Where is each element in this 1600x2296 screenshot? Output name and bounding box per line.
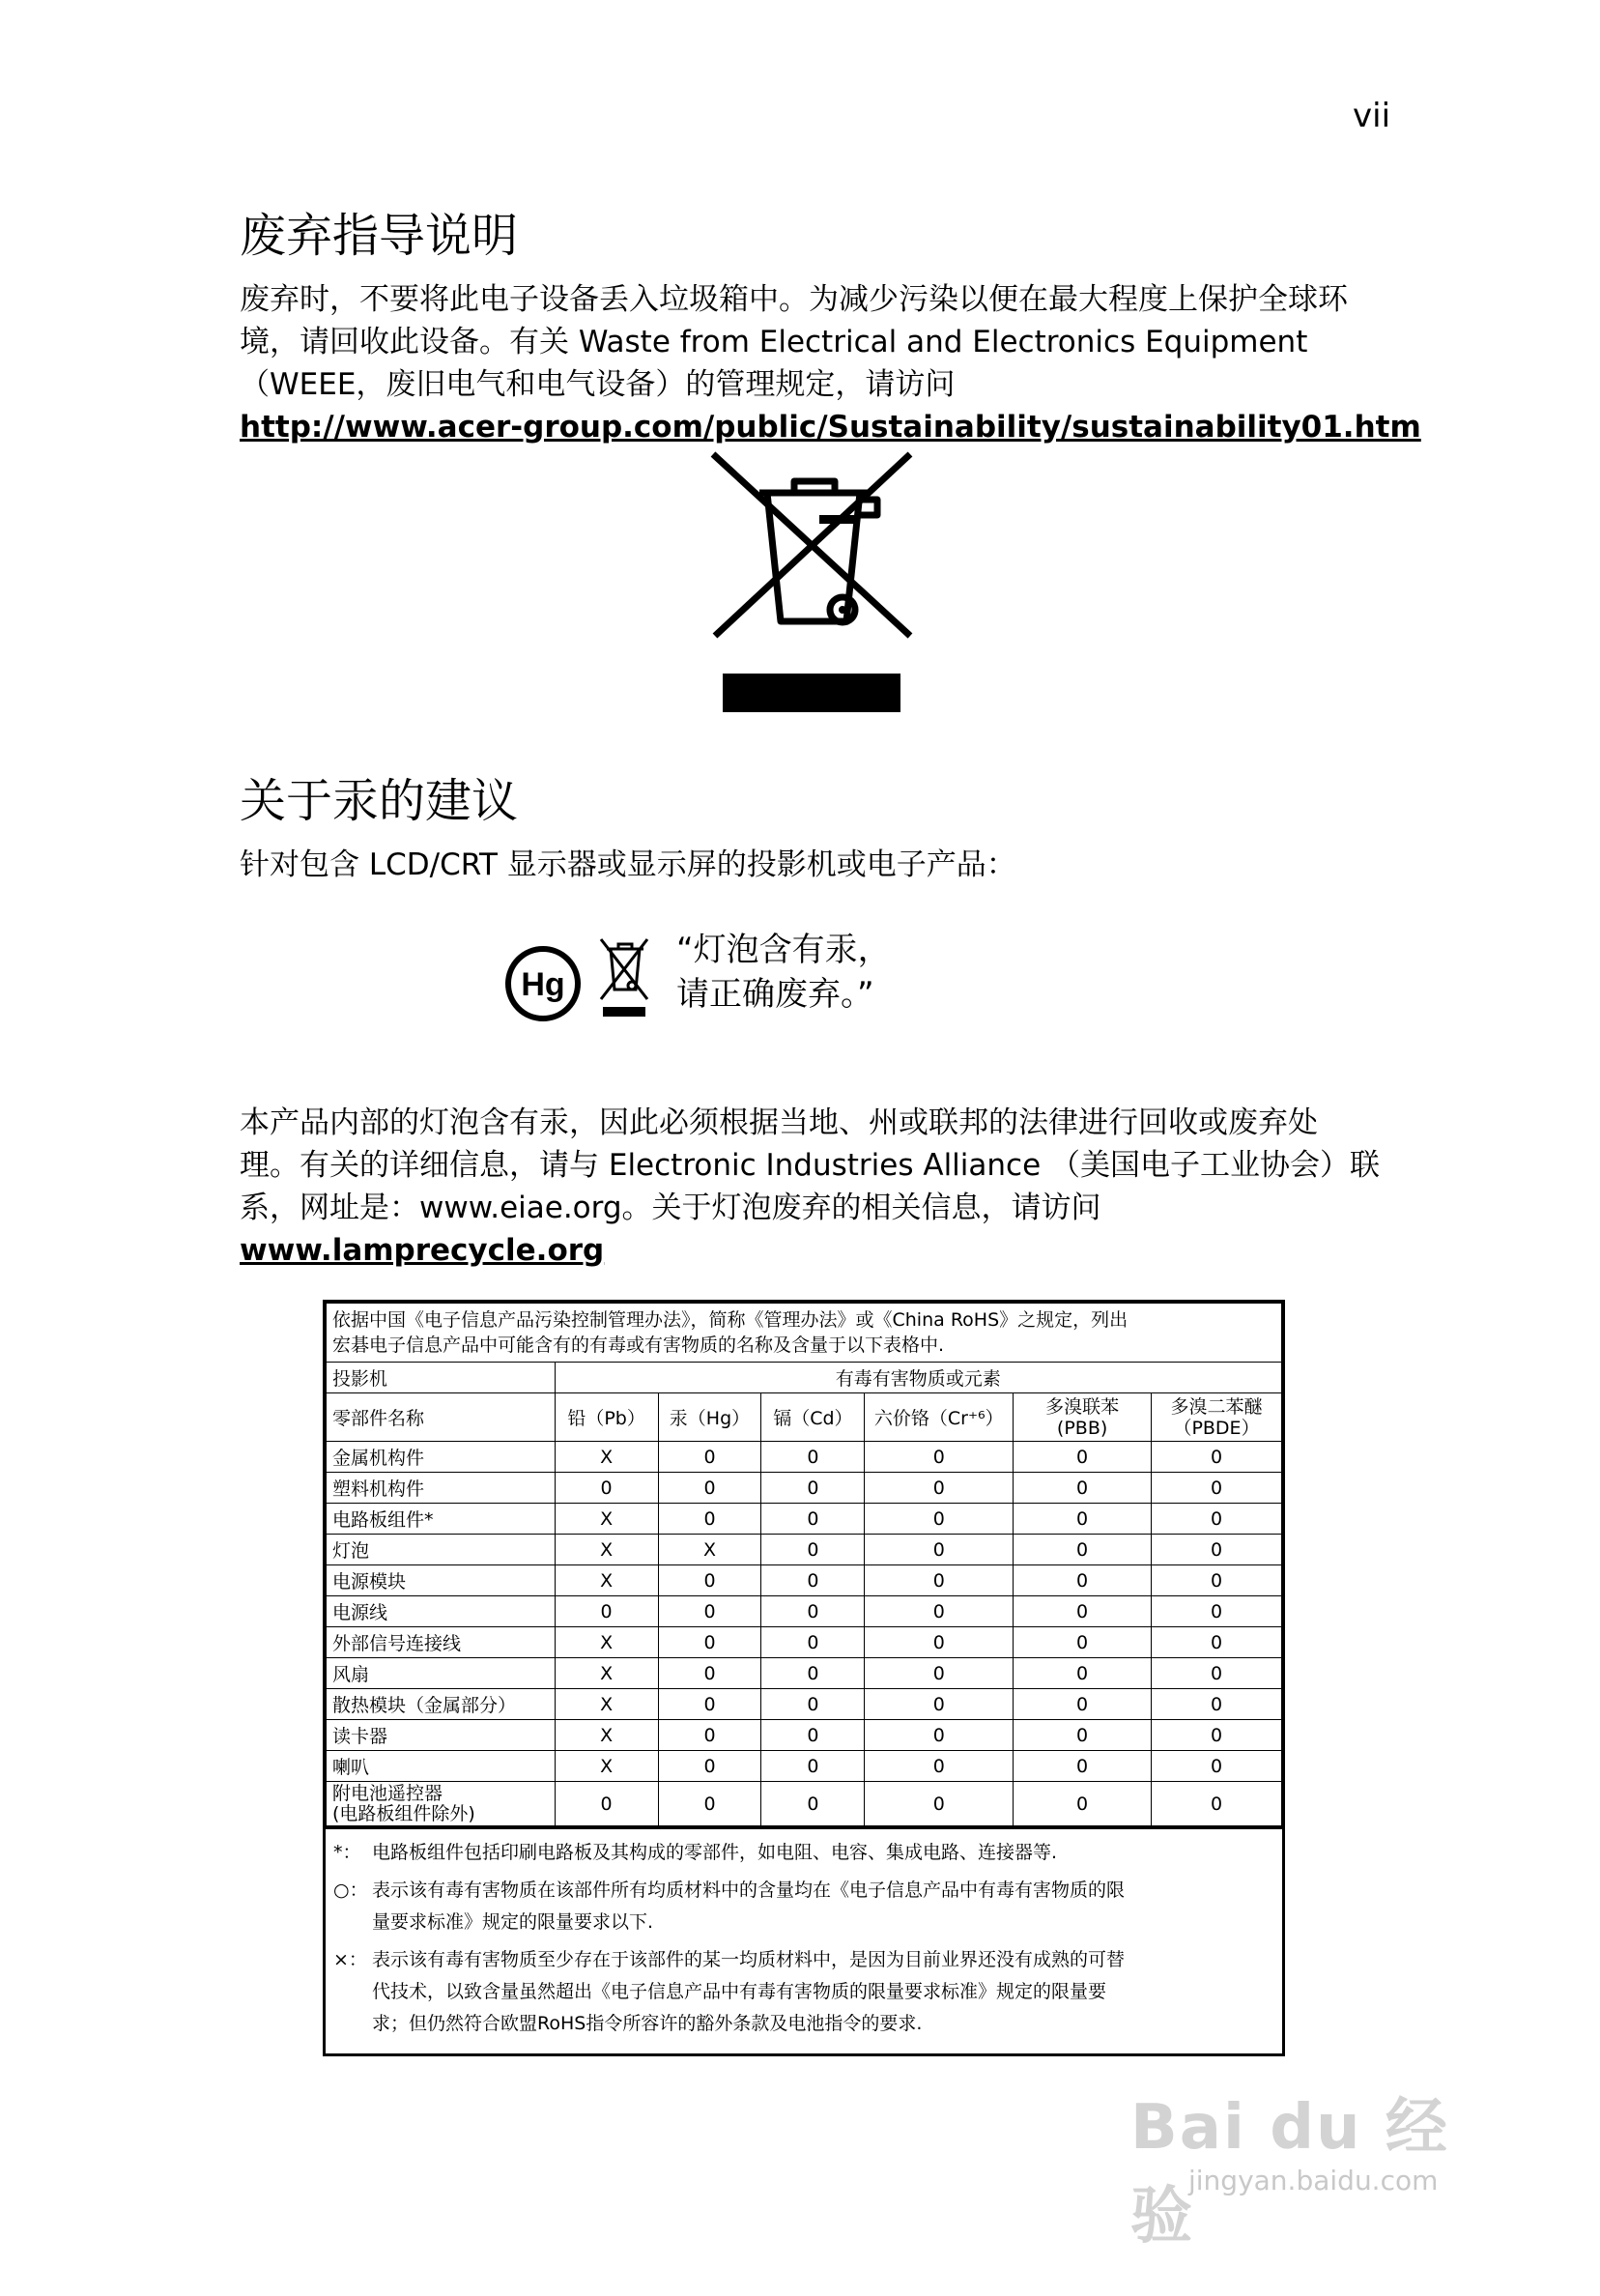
substance-value: 0	[658, 1565, 761, 1596]
mercury-paragraph	[240, 1102, 1399, 1272]
weee-line: （WEEE，废旧电气和电气设备）的管理规定，请访问	[240, 367, 956, 402]
part-name: 读卡器	[327, 1720, 556, 1751]
substance-value: X	[555, 1751, 658, 1782]
substance-value: X	[555, 1627, 658, 1658]
substance-value: 0	[761, 1535, 865, 1565]
substance-value: 0	[761, 1720, 865, 1751]
lamprecycle-link[interactable]: www.lamprecycle.org	[240, 1233, 605, 1268]
table-caption	[327, 1304, 1282, 1363]
substance-value: 0	[761, 1596, 865, 1627]
substance-value: 0	[658, 1751, 761, 1782]
column-header: 铅（Pb）	[555, 1393, 658, 1442]
column-header: 六价铬（Cr⁺⁶）	[865, 1393, 1014, 1442]
baidu-watermark	[1130, 2078, 1498, 2253]
part-name: 散热模块（金属部分）	[327, 1689, 556, 1720]
substance-value: 0	[865, 1535, 1014, 1565]
table-note	[333, 1944, 1274, 2040]
substance-value: 0	[1014, 1596, 1152, 1627]
substance-value: 0	[761, 1658, 865, 1689]
part-name-header: 零部件名称	[327, 1393, 556, 1442]
table-row	[327, 1720, 1282, 1751]
substance-value: 0	[555, 1473, 658, 1504]
substance-value: 0	[761, 1751, 865, 1782]
substance-value: X	[555, 1689, 658, 1720]
note-mark: *：	[333, 1842, 361, 1863]
substance-value: 0	[1152, 1689, 1282, 1720]
substance-value: 0	[761, 1782, 865, 1826]
note-line: 表示该有毒有害物质在该部件所有均质材料中的含量均在《电子信息产品中有毒有害物质的限	[372, 1880, 1126, 1901]
substance-value: 0	[1014, 1565, 1152, 1596]
weee-line: 废弃时，不要将此电子设备丢入垃圾箱中。为减少污染以便在最大程度上保护全球环	[240, 282, 1348, 317]
substance-value: 0	[761, 1504, 865, 1535]
substance-value: 0	[1014, 1782, 1152, 1826]
part-name: 塑料机构件	[327, 1473, 556, 1504]
part-name-line: (电路板组件除外)	[332, 1802, 475, 1824]
part-name: 外部信号连接线	[327, 1627, 556, 1658]
part-name-line: 附电池遥控器	[332, 1782, 443, 1804]
note-line: 代技术，以致含量虽然超出《电子信息产品中有毒有害物质的限量要求标准》规定的限量要	[372, 1981, 1107, 2002]
mercury-line: 理。有关的详细信息，请与 Electronic Industries Alliance （美国电子工业协会）联	[240, 1148, 1381, 1183]
substance-value: 0	[865, 1473, 1014, 1504]
substance-value: X	[555, 1565, 658, 1596]
substance-value: 0	[658, 1473, 761, 1504]
table-row	[327, 1782, 1282, 1826]
substance-value: X	[555, 1442, 658, 1473]
substance-value: 0	[865, 1782, 1014, 1826]
weee-heading: 废弃指导说明	[240, 209, 519, 263]
note-line: 表示该有毒有害物质至少存在于该部件的某一均质材料中，是因为目前业界还没有成熟的可替	[372, 1949, 1126, 1970]
substance-value: 0	[1152, 1658, 1282, 1689]
column-header: 镉（Cd）	[761, 1393, 865, 1442]
substance-value: 0	[761, 1442, 865, 1473]
substances-group-header: 有毒有害物质或元素	[555, 1363, 1281, 1393]
weee-link[interactable]: http://www.acer-group.com/public/Sustainability/sustainability01.htm	[240, 410, 1421, 445]
note-text	[372, 1875, 1125, 1938]
substance-value: 0	[1014, 1751, 1152, 1782]
table-row	[327, 1565, 1282, 1596]
rohs-table-body	[327, 1442, 1282, 1826]
substance-value: 0	[761, 1689, 865, 1720]
substance-value: X	[555, 1658, 658, 1689]
caption-line: 宏碁电子信息产品中可能含有的有毒或有害物质的名称及含量于以下表格中.	[332, 1335, 945, 1356]
table-note	[333, 1837, 1274, 1869]
substance-value: 0	[1152, 1442, 1282, 1473]
substance-value: 0	[865, 1720, 1014, 1751]
substance-value: 0	[658, 1720, 761, 1751]
substance-value: 0	[1014, 1473, 1152, 1504]
part-name: 电源线	[327, 1596, 556, 1627]
note-mark: ○：	[333, 1880, 368, 1901]
page-number: vii	[1353, 97, 1391, 135]
column-header: 多溴二苯醚 （PBDE）	[1152, 1393, 1282, 1442]
substance-value: 0	[658, 1782, 761, 1826]
table-row	[327, 1535, 1282, 1565]
mercury-intro-text: 针对包含 LCD/CRT 显示器或显示屏的投影机或电子产品：	[240, 847, 1016, 882]
substance-value: 0	[1152, 1720, 1282, 1751]
substance-value: 0	[658, 1658, 761, 1689]
substance-value: 0	[1152, 1504, 1282, 1535]
part-name: 电路板组件*	[327, 1504, 556, 1535]
substance-value: 0	[658, 1596, 761, 1627]
substance-value: 0	[1152, 1627, 1282, 1658]
substance-value: 0	[1152, 1473, 1282, 1504]
table-notes	[326, 1826, 1282, 2053]
table-row	[327, 1751, 1282, 1782]
rohs-table	[323, 1300, 1285, 2056]
table-row	[327, 1442, 1282, 1473]
mercury-line: 系，网址是：www.eiae.org。关于灯泡废弃的相关信息，请访问	[240, 1191, 1101, 1225]
substance-value: 0	[1152, 1751, 1282, 1782]
mercury-quote	[676, 928, 891, 1017]
mercury-notice	[502, 928, 1005, 1034]
crossed-out-wheelie-bin-icon	[705, 449, 918, 719]
table-row	[327, 1658, 1282, 1689]
column-header: 汞（Hg）	[658, 1393, 761, 1442]
quote-line: 请正确废弃。”	[676, 975, 874, 1014]
table-row	[327, 1473, 1282, 1504]
note-mark: ×：	[333, 1949, 367, 1970]
quote-line: “灯泡含有汞，	[676, 931, 891, 969]
note-line: 求；但仍然符合欧盟RoHS指令所容许的豁外条款及电池指令的要求.	[372, 2013, 923, 2034]
substance-value: 0	[1014, 1504, 1152, 1535]
substance-value: 0	[1014, 1535, 1152, 1565]
baidu-logo: Bai du 经验	[1130, 2092, 1449, 2253]
substance-value: 0	[555, 1782, 658, 1826]
mercury-heading: 关于汞的建议	[240, 774, 519, 828]
substance-value: 0	[658, 1442, 761, 1473]
substance-value: 0	[865, 1689, 1014, 1720]
substance-value: 0	[865, 1627, 1014, 1658]
substance-value: 0	[865, 1442, 1014, 1473]
mercury-hazard-icon	[502, 928, 667, 1038]
part-name	[327, 1782, 556, 1826]
substance-value: 0	[1014, 1689, 1152, 1720]
substance-value: 0	[658, 1504, 761, 1535]
substance-value: 0	[1014, 1627, 1152, 1658]
table-row	[327, 1689, 1282, 1720]
substance-value: 0	[1014, 1658, 1152, 1689]
substance-value: X	[658, 1535, 761, 1565]
weee-line: 境，请回收此设备。有关 Waste from Electrical and Electronics Equipment	[240, 325, 1308, 359]
substance-value: 0	[1014, 1442, 1152, 1473]
substance-value: 0	[658, 1689, 761, 1720]
table-row	[327, 1627, 1282, 1658]
substance-value: X	[555, 1720, 658, 1751]
weee-paragraph	[240, 278, 1421, 448]
substance-value: 0	[1152, 1565, 1282, 1596]
caption-line: 依据中国《电子信息产品污染控制管理办法》，简称《管理办法》或《China RoHS》之规定，列出	[332, 1309, 1129, 1331]
part-name: 金属机构件	[327, 1442, 556, 1473]
note-text	[372, 1944, 1125, 2040]
mercury-line: 本产品内部的灯泡含有汞，因此必须根据当地、州或联邦的法律进行回收或废弃处	[240, 1105, 1318, 1140]
substance-value: 0	[1152, 1596, 1282, 1627]
part-name: 电源模块	[327, 1565, 556, 1596]
table-note	[333, 1875, 1274, 1938]
substance-value: 0	[1014, 1720, 1152, 1751]
mercury-intro	[240, 844, 1399, 886]
table-row	[327, 1504, 1282, 1535]
note-line: 量要求标准》规定的限量要求以下.	[372, 1911, 654, 1933]
substance-value: X	[555, 1504, 658, 1535]
hg-symbol: Hg	[521, 966, 565, 1003]
substance-value: 0	[865, 1751, 1014, 1782]
substance-value: 0	[1152, 1782, 1282, 1826]
note-line: 电路板组件包括印刷电路板及其构成的零部件，如电阻、电容、集成电路、连接器等.	[372, 1842, 1058, 1863]
substance-value: X	[555, 1535, 658, 1565]
substance-value: 0	[555, 1596, 658, 1627]
substance-value: 0	[865, 1565, 1014, 1596]
note-text	[372, 1837, 1057, 1869]
product-name: 投影机	[327, 1363, 556, 1393]
substance-value: 0	[761, 1627, 865, 1658]
substance-value: 0	[865, 1504, 1014, 1535]
substance-value: 0	[1152, 1535, 1282, 1565]
substance-value: 0	[865, 1596, 1014, 1627]
column-header: 多溴联苯 (PBB)	[1014, 1393, 1152, 1442]
substance-value: 0	[761, 1473, 865, 1504]
part-name: 灯泡	[327, 1535, 556, 1565]
watermark-url: jingyan.baidu.com	[1188, 2165, 1439, 2196]
part-name: 风扇	[327, 1658, 556, 1689]
substance-value: 0	[658, 1627, 761, 1658]
table-row	[327, 1596, 1282, 1627]
substance-value: 0	[865, 1658, 1014, 1689]
substance-value: 0	[761, 1565, 865, 1596]
part-name: 喇叭	[327, 1751, 556, 1782]
